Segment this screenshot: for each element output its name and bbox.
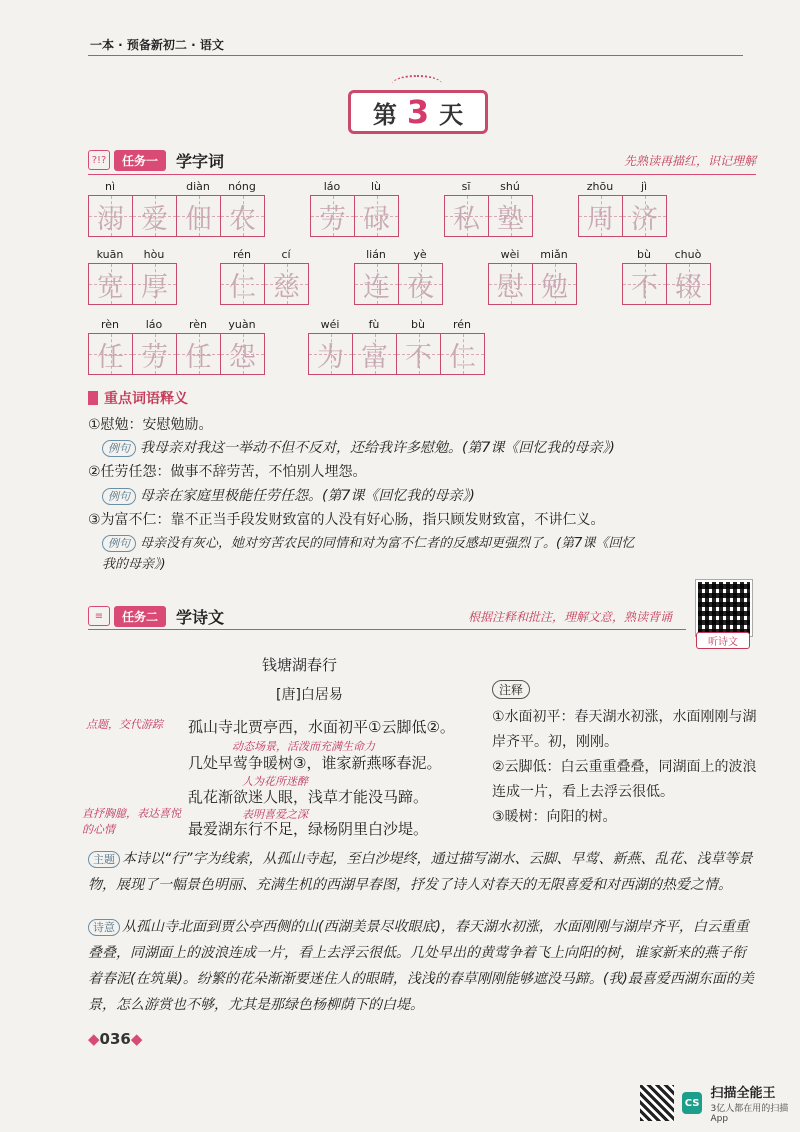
vocab-def-3: ③为富不仁：靠不正当手段发财致富的人没有好心肠，指只顾发财致富，不讲仁义。 bbox=[88, 512, 605, 528]
pinyin: diàn bbox=[186, 180, 210, 193]
pinyin-row bbox=[308, 318, 485, 333]
task1-tag: 任务一 bbox=[114, 150, 166, 171]
vocab-example-2 bbox=[102, 485, 475, 507]
annotation: 动态场景，活泼而充满生命力 bbox=[232, 740, 375, 753]
day-prefix: 第 bbox=[372, 100, 397, 129]
day-number: 3 bbox=[406, 93, 430, 131]
trace-character: 爱 bbox=[141, 203, 168, 235]
word-tracing-grid bbox=[622, 248, 711, 305]
note-item: ③暖树：向阳的树。 bbox=[492, 809, 617, 825]
pinyin: bù bbox=[637, 248, 651, 261]
footer-subtitle: 3亿人都在用的扫描App bbox=[710, 1104, 789, 1124]
trace-character: 仁 bbox=[449, 341, 476, 373]
footer-qr-code[interactable] bbox=[640, 1085, 674, 1121]
trace-character: 劳 bbox=[319, 203, 346, 235]
theme-tag: 主题 bbox=[88, 851, 120, 868]
word-tracing-grid bbox=[310, 180, 399, 237]
pinyin: rén bbox=[232, 248, 252, 261]
tracing-cell bbox=[353, 334, 397, 374]
tracing-cell bbox=[265, 264, 308, 304]
tracing-cell bbox=[355, 196, 398, 236]
footer-title: 扫描全能王 bbox=[710, 1086, 776, 1101]
trace-character: 为 bbox=[317, 341, 344, 373]
trace-character: 怨 bbox=[229, 341, 256, 373]
tracing-cell bbox=[309, 334, 353, 374]
task1-title: 学字词 bbox=[176, 151, 225, 171]
task2-tag: 任务二 bbox=[114, 606, 166, 627]
pinyin: fù bbox=[368, 318, 380, 331]
listen-label[interactable]: 听诗文 bbox=[696, 632, 750, 649]
tracing-cells bbox=[88, 333, 265, 375]
tracing-cells bbox=[88, 263, 177, 305]
vocab-example-3 bbox=[102, 533, 762, 555]
trace-character: 宽 bbox=[97, 271, 124, 303]
trace-character: 慰 bbox=[497, 271, 524, 303]
word-tracing-grid bbox=[220, 248, 309, 305]
trace-character: 溺 bbox=[97, 203, 124, 235]
word-tracing-grid bbox=[88, 180, 177, 237]
pinyin: rèn bbox=[100, 318, 120, 331]
example-tag: 例句 bbox=[102, 488, 136, 505]
task1-hint: 先熟读再描红，识记理解 bbox=[623, 153, 756, 168]
note-item: ②云脚低：白云重重叠叠，同湖面上的波浪连成一片，看上去浮云很低。 bbox=[492, 759, 757, 800]
tracing-cell bbox=[177, 196, 221, 236]
document-icon: ≡ bbox=[88, 606, 110, 626]
pinyin: sī bbox=[461, 180, 471, 193]
translation-paragraph bbox=[88, 914, 756, 1018]
word-tracing-grid bbox=[354, 248, 443, 305]
day-badge bbox=[348, 90, 488, 134]
task2-bar bbox=[88, 604, 678, 628]
pinyin: rèn bbox=[188, 318, 208, 331]
tracing-cell bbox=[221, 334, 264, 374]
pinyin: lián bbox=[366, 248, 386, 261]
tracing-cell bbox=[311, 196, 355, 236]
tracing-cells bbox=[176, 195, 265, 237]
tracing-cell bbox=[133, 196, 176, 236]
trace-character: 私 bbox=[453, 203, 480, 235]
annotation: 表明喜爱之深 bbox=[242, 808, 308, 821]
trace-character: 连 bbox=[363, 271, 390, 303]
tracing-cells bbox=[308, 333, 485, 375]
tracing-cell bbox=[399, 264, 442, 304]
tracing-cell bbox=[133, 264, 176, 304]
pinyin: lù bbox=[370, 180, 382, 193]
translation-text: 从孤山寺北面到贾公亭西侧的山(西湖美景尽收眼底)，春天湖水初涨，水面刚刚与湖岸齐平，白云重重叠叠，同湖面上的波浪连成一片，看上去浮云很低。几处早出的黄莺争着飞上向阳的树，谁家新来的燕子衔着春泥(在筑巢)。纷繁的花朵渐渐要迷住人的眼睛，浅浅的春草刚刚能够遮没马蹄。(我)最喜爱西湖东面的美景，怎么游赏也不够，尤其是那绿色杨柳荫下的白堤。 bbox=[88, 919, 754, 1013]
pinyin: hòu bbox=[143, 248, 165, 261]
tracing-cells bbox=[578, 195, 667, 237]
task2-divider bbox=[88, 629, 686, 630]
trace-character: 厚 bbox=[141, 271, 168, 303]
trace-character: 夜 bbox=[407, 271, 434, 303]
task1-divider bbox=[88, 174, 756, 175]
pinyin: jì bbox=[640, 180, 648, 193]
poem-line: 最爱湖东行不足，绿杨阴里白沙堤。 bbox=[188, 820, 429, 838]
trace-character: 碌 bbox=[363, 203, 390, 235]
example-text: 母亲在家庭里极能任劳任怨。(第7课《回忆我的母亲》) bbox=[140, 488, 475, 504]
tracing-cell bbox=[177, 334, 221, 374]
word-tracing-grid bbox=[176, 180, 265, 237]
pinyin: chuò bbox=[674, 248, 702, 261]
tracing-cell bbox=[89, 196, 133, 236]
trace-character: 任 bbox=[185, 341, 212, 373]
pinyin: zhōu bbox=[586, 180, 614, 193]
notes-tag: 注释 bbox=[492, 680, 530, 699]
pinyin: bù bbox=[411, 318, 425, 331]
note-item: ①水面初平：春天湖水初涨，水面刚刚与湖岸齐平。初，刚刚。 bbox=[492, 709, 757, 750]
pinyin-row bbox=[220, 248, 309, 263]
word-tracing-grid bbox=[578, 180, 667, 237]
annotation: 直抒胸臆，表达喜悦的心情 bbox=[82, 807, 181, 836]
vocab-example-3-cont: 我的母亲》) bbox=[102, 557, 166, 572]
example-tag: 例句 bbox=[102, 440, 136, 457]
scanner-footer bbox=[640, 1082, 800, 1124]
trace-character: 塾 bbox=[497, 203, 524, 235]
pinyin: shú bbox=[500, 180, 520, 193]
tracing-cells bbox=[622, 263, 711, 305]
tracing-cell bbox=[623, 264, 667, 304]
running-header: 一本 · 预备新初二 · 语文 bbox=[90, 38, 224, 52]
pinyin-row bbox=[88, 248, 177, 263]
bookmark-icon bbox=[88, 391, 98, 405]
word-tracing-grid bbox=[88, 248, 177, 305]
word-tracing-grid bbox=[488, 248, 577, 305]
task2-title: 学诗文 bbox=[176, 607, 225, 627]
header-divider bbox=[88, 55, 743, 56]
trace-character: 不 bbox=[405, 341, 432, 373]
tracing-cells bbox=[220, 263, 309, 305]
pinyin: láo bbox=[145, 318, 163, 331]
pinyin: nóng bbox=[228, 180, 256, 193]
word-tracing-grid bbox=[308, 318, 485, 375]
pinyin: nì bbox=[104, 180, 116, 193]
trace-character: 佃 bbox=[185, 203, 212, 235]
tracing-cell bbox=[133, 334, 177, 374]
notes bbox=[492, 705, 762, 830]
pinyin-row bbox=[622, 248, 711, 263]
tracing-cells bbox=[310, 195, 399, 237]
trace-character: 辍 bbox=[675, 271, 702, 303]
tracing-cell bbox=[89, 264, 133, 304]
poem-title: 钱塘湖春行 bbox=[262, 656, 338, 674]
pinyin: cí bbox=[281, 248, 291, 261]
tracing-cells bbox=[88, 195, 177, 237]
tracing-cell bbox=[579, 196, 623, 236]
trace-character: 济 bbox=[631, 203, 658, 235]
word-tracing-grid bbox=[88, 318, 265, 375]
pinyin-row bbox=[488, 248, 577, 263]
example-tag: 例句 bbox=[102, 535, 136, 552]
trace-character: 富 bbox=[361, 341, 388, 373]
pinyin: rén bbox=[452, 318, 472, 331]
pinyin-row bbox=[310, 180, 399, 195]
tracing-cell bbox=[441, 334, 484, 374]
example-text: 母亲没有灰心，她对穷苦农民的同情和对为富不仁者的反感却更强烈了。(第7课《回忆 bbox=[140, 536, 635, 551]
poem-line: 乱花渐欲迷人眼，浅草才能没马蹄。 bbox=[188, 788, 429, 806]
pinyin bbox=[132, 180, 176, 195]
vocab-example-1 bbox=[102, 437, 615, 459]
trace-character: 任 bbox=[97, 341, 124, 373]
page-number: ◆036◆ bbox=[88, 1030, 143, 1048]
tracing-cells bbox=[444, 195, 533, 237]
vocab-heading bbox=[88, 388, 188, 408]
trace-character: 不 bbox=[631, 271, 658, 303]
tracing-cell bbox=[489, 196, 532, 236]
task1-bar bbox=[88, 148, 756, 172]
pinyin: wéi bbox=[320, 318, 340, 331]
tracing-cells bbox=[354, 263, 443, 305]
listen-qr-code[interactable] bbox=[696, 580, 752, 636]
tracing-cell bbox=[397, 334, 441, 374]
tracing-cell bbox=[623, 196, 666, 236]
pinyin: láo bbox=[323, 180, 341, 193]
pinyin: yuàn bbox=[228, 318, 256, 331]
pinyin-row bbox=[88, 180, 177, 195]
trace-character: 仁 bbox=[229, 271, 256, 303]
example-text: 我母亲对我这一举动不但不反对，还给我许多慰勉。(第7课《回忆我的母亲》) bbox=[140, 440, 615, 456]
vocab-heading-text: 重点词语释义 bbox=[104, 391, 188, 407]
trace-character: 劳 bbox=[141, 341, 168, 373]
trace-character: 农 bbox=[229, 203, 256, 235]
pinyin-row bbox=[354, 248, 443, 263]
pinyin: miǎn bbox=[540, 248, 568, 261]
vocab-def-1: ①慰勉：安慰勉励。 bbox=[88, 417, 213, 433]
trace-character: 慈 bbox=[273, 271, 300, 303]
pinyin-row bbox=[176, 180, 265, 195]
tracing-cell bbox=[445, 196, 489, 236]
tracing-cell bbox=[667, 264, 710, 304]
trace-character: 勉 bbox=[541, 271, 568, 303]
pinyin-row bbox=[444, 180, 533, 195]
tracing-cells bbox=[488, 263, 577, 305]
translation-tag: 诗意 bbox=[88, 919, 120, 936]
tracing-cell bbox=[221, 264, 265, 304]
question-icon: ?!? bbox=[88, 150, 110, 170]
task2-hint: 根据注释和批注，理解文意，熟读背诵 bbox=[467, 609, 672, 624]
pinyin: wèi bbox=[500, 248, 520, 261]
pinyin-row bbox=[88, 318, 265, 333]
theme-text: 本诗以“行”字为线索，从孤山寺起，至白沙堤终，通过描写湖水、云脚、早莺、新燕、乱花、浅草等景物，展现了一幅景色明丽、充满生机的西湖早春图，抒发了诗人对春天的无限喜爱和对西湖的热爱之情。 bbox=[88, 851, 753, 893]
pinyin-row bbox=[578, 180, 667, 195]
poem-line: 孤山寺北贾亭西，水面初平①云脚低②。 bbox=[188, 718, 455, 736]
page-number-text: 036 bbox=[99, 1030, 131, 1048]
day-suffix: 天 bbox=[439, 100, 464, 129]
tracing-cell bbox=[89, 334, 133, 374]
vocab-def-2: ②任劳任怨：做事不辞劳苦，不怕别人埋怨。 bbox=[88, 464, 367, 480]
tracing-cell bbox=[489, 264, 533, 304]
tracing-cell bbox=[221, 196, 264, 236]
trace-character: 周 bbox=[587, 203, 614, 235]
poem-author: [唐]白居易 bbox=[276, 687, 343, 703]
poem-line: 几处早莺争暖树③，谁家新燕啄春泥。 bbox=[188, 754, 442, 772]
word-tracing-grid bbox=[444, 180, 533, 237]
camscanner-logo-icon: CS bbox=[682, 1092, 703, 1114]
tracing-cell bbox=[533, 264, 576, 304]
tracing-cell bbox=[355, 264, 399, 304]
annotation: 人为花所迷醉 bbox=[242, 775, 308, 788]
theme-paragraph bbox=[88, 846, 756, 898]
pinyin: kuān bbox=[96, 248, 124, 261]
annotation: 点题，交代游踪 bbox=[86, 718, 163, 731]
pinyin: yè bbox=[413, 248, 427, 261]
